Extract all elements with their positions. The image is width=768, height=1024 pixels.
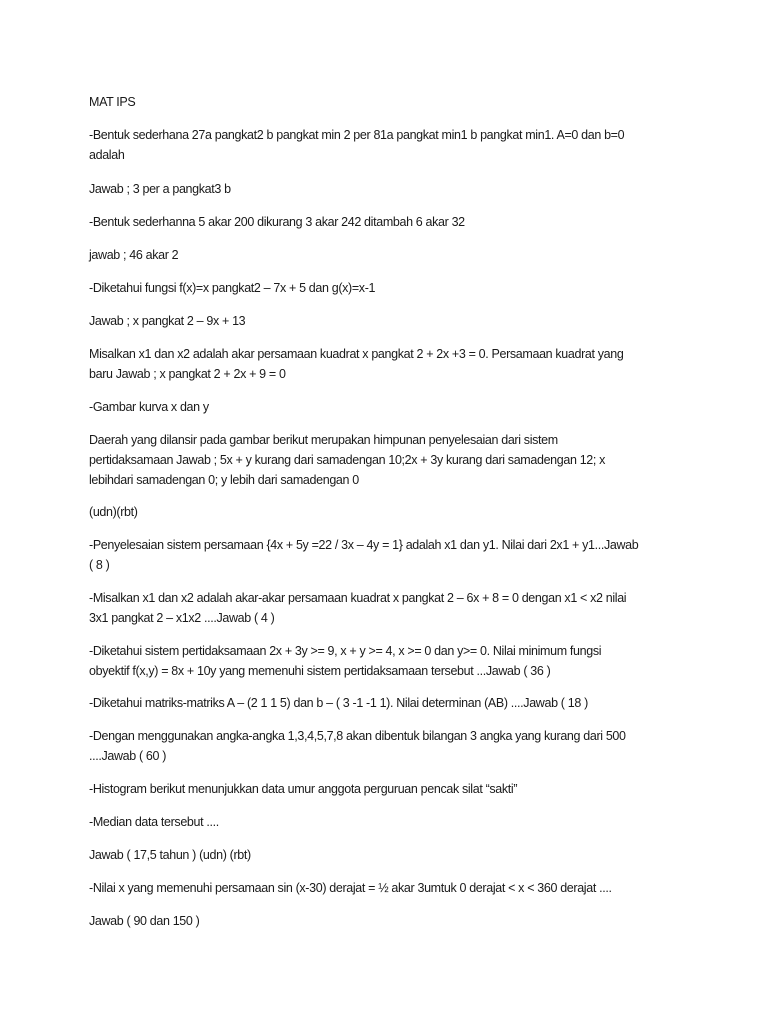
- text-line: -Dengan menggunakan angka-angka 1,3,4,5,7,8 akan dibentuk bilangan 3 angka yang kurang dari 500: [89, 729, 626, 743]
- text-line: Daerah yang dilansir pada gambar berikut merupakan himpunan penyelesaian dari sistem: [89, 433, 558, 447]
- paragraph: [89, 693, 588, 713]
- text-line: -Bentuk sederhana 27a pangkat2 b pangkat min 2 per 81a pangkat min1 b pangkat min1. A=0 dan b=0: [89, 128, 625, 142]
- paragraph: [89, 212, 465, 232]
- text-line: Jawab ; x pangkat 2 – 9x + 13: [89, 314, 246, 328]
- paragraph: [89, 812, 219, 832]
- text-line: baru Jawab ; x pangkat 2 + 2x + 9 = 0: [89, 367, 286, 381]
- text-line: -Diketahui fungsi f(x)=x pangkat2 – 7x + 5 dan g(x)=x-1: [89, 281, 376, 295]
- paragraph: [89, 726, 626, 766]
- paragraph: [89, 535, 638, 575]
- paragraph: [89, 779, 517, 799]
- paragraph: [89, 878, 612, 898]
- paragraph: [89, 502, 138, 522]
- text-line: -Nilai x yang memenuhi persamaan sin (x-30) derajat = ½ akar 3umtuk 0 derajat < x < 360 derajat ....: [89, 881, 612, 895]
- text-line: (udn)(rbt): [89, 505, 138, 519]
- text-line: lebihdari samadengan 0; y lebih dari samadengan 0: [89, 473, 359, 487]
- text-line: -Median data tersebut ....: [89, 815, 219, 829]
- paragraph: [89, 245, 178, 265]
- paragraph: [89, 125, 624, 165]
- text-line: -Histogram berikut menunjukkan data umur anggota perguruan pencak silat “sakti”: [89, 782, 518, 796]
- paragraph: [89, 344, 623, 384]
- text-line: pertidaksamaan Jawab ; 5x + y kurang dari samadengan 10;2x + 3y kurang dari samadengan 12; x: [89, 453, 606, 467]
- text-line: Misalkan x1 dan x2 adalah akar persamaan kuadrat x pangkat 2 + 2x +3 = 0. Persamaan kuadrat yang: [89, 347, 624, 361]
- paragraph: [89, 397, 209, 417]
- text-line: Jawab ; 3 per a pangkat3 b: [89, 182, 231, 196]
- paragraph: [89, 911, 199, 931]
- paragraph: [89, 588, 626, 628]
- text-line: -Penyelesaian sistem persamaan {4x + 5y =22 / 3x – 4y = 1} adalah x1 dan y1. Nilai dari 2x1 + y1...Jawab: [89, 538, 639, 552]
- document-title: [89, 92, 135, 112]
- paragraph: [89, 430, 605, 490]
- paragraph: [89, 641, 601, 681]
- text-line: MAT IPS: [89, 95, 136, 109]
- text-line: obyektif f(x,y) = 8x + 10y yang memenuhi sistem pertidaksamaan tersebut ...Jawab ( 36 ): [89, 664, 551, 678]
- text-line: 3x1 pangkat 2 – x1x2 ....Jawab ( 4 ): [89, 611, 275, 625]
- text-line: ( 8 ): [89, 558, 110, 572]
- text-line: -Gambar kurva x dan y: [89, 400, 209, 414]
- text-line: Jawab ( 17,5 tahun ) (udn) (rbt): [89, 848, 251, 862]
- text-line: -Misalkan x1 dan x2 adalah akar-akar persamaan kuadrat x pangkat 2 – 6x + 8 = 0 dengan x1 < x2 nilai: [89, 591, 627, 605]
- text-line: jawab ; 46 akar 2: [89, 248, 179, 262]
- text-line: ....Jawab ( 60 ): [89, 749, 167, 763]
- text-line: -Diketahui sistem pertidaksamaan 2x + 3y >= 9, x + y >= 4, x >= 0 dan y>= 0. Nilai minimum fungsi: [89, 644, 602, 658]
- paragraph: [89, 845, 251, 865]
- text-line: -Bentuk sederhanna 5 akar 200 dikurang 3 akar 242 ditambah 6 akar 32: [89, 215, 465, 229]
- paragraph: [89, 278, 375, 298]
- text-line: Jawab ( 90 dan 150 ): [89, 914, 200, 928]
- text-line: -Diketahui matriks-matriks A – (2 1 1 5) dan b – ( 3 -1 -1 1). Nilai determinan (AB) ....Jawab ( 18 ): [89, 696, 588, 710]
- text-line: adalah: [89, 148, 125, 162]
- paragraph: [89, 179, 231, 199]
- paragraph: [89, 311, 245, 331]
